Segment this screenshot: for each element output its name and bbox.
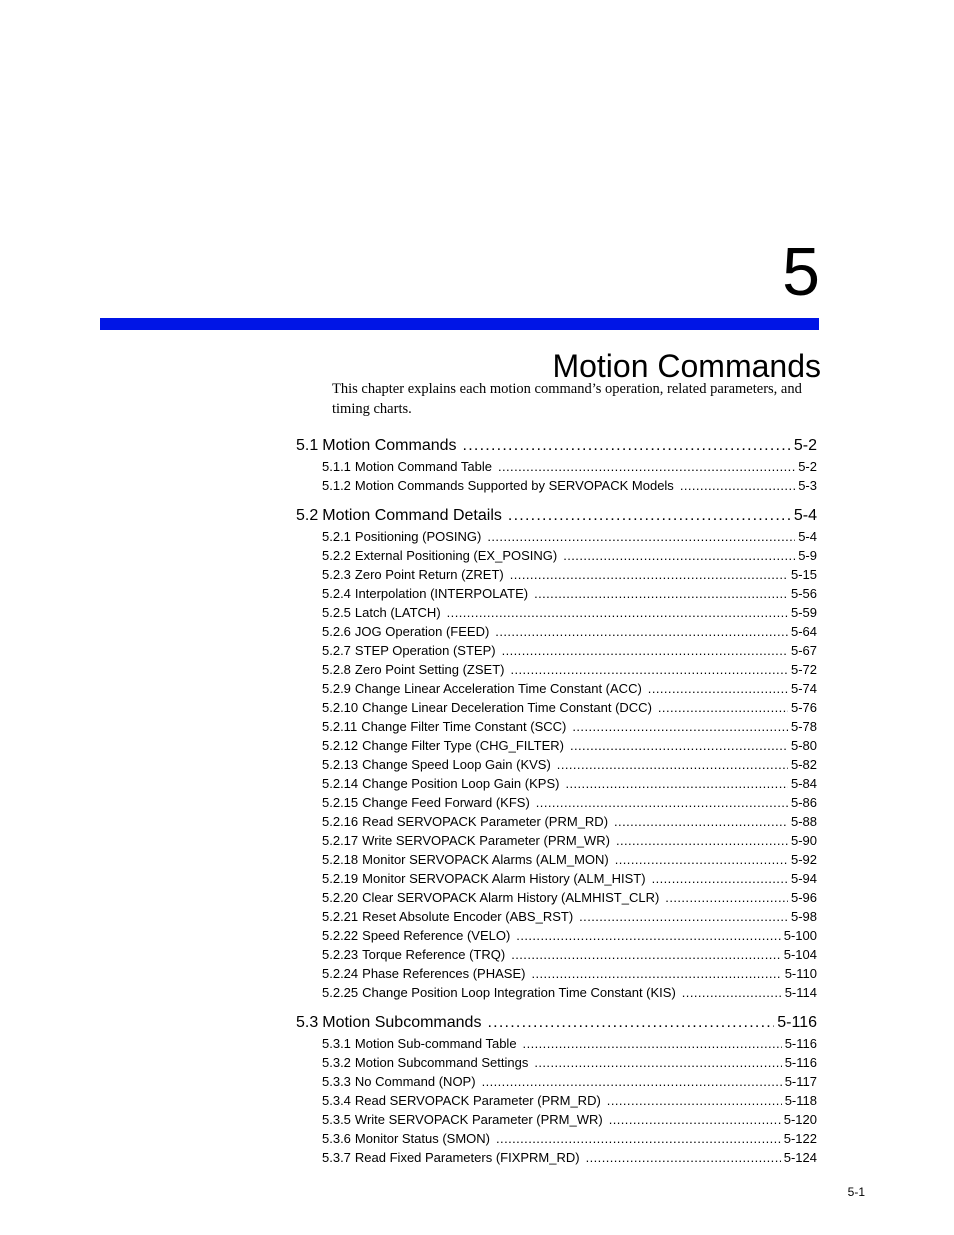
- toc-entry-label: Zero Point Return (ZRET): [354, 567, 504, 582]
- toc-subsection-entry[interactable]: [296, 698, 817, 717]
- toc-entry-label: Motion Subcommands: [322, 1014, 482, 1031]
- toc-entry-page: 5-74: [790, 681, 817, 696]
- toc-subsection-entry[interactable]: [296, 926, 817, 945]
- toc-dot-leader: [516, 926, 780, 945]
- toc-entry-label: Reset Absolute Encoder (ABS_RST): [362, 909, 574, 924]
- toc-entry-label: Change Linear Deceleration Time Constant (DCC): [362, 700, 652, 715]
- toc-entry-number: 5.2.9: [322, 681, 351, 696]
- toc-entry-number: 5.3.6: [322, 1131, 351, 1146]
- toc-subsection-entry[interactable]: [296, 717, 817, 736]
- toc-dot-leader: [523, 1034, 782, 1053]
- toc-dot-leader: [534, 1053, 781, 1072]
- toc-dot-leader: [447, 603, 788, 622]
- toc-dot-leader: [498, 457, 795, 476]
- toc-entry-page: 5-114: [784, 985, 817, 1000]
- toc-entry-number: 5.3.7: [322, 1150, 351, 1165]
- toc-entry-label: Motion Sub-command Table: [354, 1036, 517, 1051]
- toc-entry-label: External Positioning (EX_POSING): [354, 548, 558, 563]
- toc-subsection-entry[interactable]: [296, 565, 817, 584]
- toc-dot-leader: [508, 505, 791, 527]
- toc-subsection-entry[interactable]: [296, 774, 817, 793]
- toc-subsection-entry[interactable]: [296, 1129, 817, 1148]
- toc-entry-page: 5-72: [790, 662, 817, 677]
- toc-entry-page: 5-2: [793, 437, 817, 454]
- toc-entry-number: 5.2.19: [322, 871, 359, 886]
- toc-entry-page: 5-4: [798, 529, 817, 544]
- toc-entry-number: 5.2.22: [322, 928, 359, 943]
- toc-entry-page: 5-120: [783, 1112, 817, 1127]
- toc-entry-page: 5-116: [777, 1014, 817, 1031]
- toc-subsection-entry[interactable]: [296, 907, 817, 926]
- toc-entry-page: 5-67: [790, 643, 817, 658]
- toc-entry-number: 5.3.5: [322, 1112, 351, 1127]
- toc-entry-label: Motion Subcommand Settings: [354, 1055, 529, 1070]
- toc-dot-leader: [495, 622, 788, 641]
- toc-subsection-entry[interactable]: [296, 869, 817, 888]
- toc-entry-number: 5.2.24: [322, 966, 359, 981]
- toc-entry-number: 5.3.1: [322, 1036, 351, 1051]
- toc-dot-leader: [511, 945, 781, 964]
- toc-entry-number: 5.2.20: [322, 890, 359, 905]
- toc-dot-leader: [531, 964, 781, 983]
- toc-subsection-entry[interactable]: [296, 476, 817, 495]
- table-of-contents: [296, 435, 817, 1167]
- toc-entry-page: 5-64: [790, 624, 817, 639]
- toc-dot-leader: [658, 698, 788, 717]
- toc-entry-page: 5-124: [783, 1150, 817, 1165]
- toc-subsection-entry[interactable]: [296, 964, 817, 983]
- toc-subsection-entry[interactable]: [296, 1072, 817, 1091]
- toc-subsection-entry[interactable]: [296, 1053, 817, 1072]
- toc-entry-label: Read SERVOPACK Parameter (PRM_RD): [362, 814, 609, 829]
- toc-entry-number: 5.2.3: [322, 567, 351, 582]
- toc-entry-number: 5.3.4: [322, 1093, 351, 1108]
- toc-entry-page: 5-56: [790, 586, 817, 601]
- toc-entry-number: 5.2.8: [322, 662, 351, 677]
- toc-entry-page: 5-4: [793, 507, 817, 524]
- toc-subsection-entry[interactable]: [296, 755, 817, 774]
- toc-entry-number: 5.1.1: [322, 459, 351, 474]
- toc-entry-number: 5.2.2: [322, 548, 351, 563]
- toc-dot-leader: [616, 831, 788, 850]
- toc-subsection-entry[interactable]: [296, 603, 817, 622]
- toc-dot-leader: [682, 983, 782, 1002]
- toc-entry-label: Latch (LATCH): [354, 605, 441, 620]
- toc-entry-page: 5-117: [784, 1074, 817, 1089]
- toc-entry-label: Change Position Loop Gain (KPS): [362, 776, 560, 791]
- toc-dot-leader: [557, 755, 788, 774]
- toc-entry-number: 5.2.5: [322, 605, 351, 620]
- toc-entry-number: 5.3: [296, 1014, 319, 1031]
- toc-entry-label: Change Position Loop Integration Time Constant (KIS): [362, 985, 676, 1000]
- toc-subsection-entry[interactable]: [296, 1110, 817, 1129]
- toc-entry-page: 5-82: [790, 757, 817, 772]
- toc-entry-page: 5-100: [783, 928, 817, 943]
- toc-entry-label: Torque Reference (TRQ): [362, 947, 506, 962]
- toc-entry-page: 5-122: [783, 1131, 817, 1146]
- toc-entry-number: 5.2.25: [322, 985, 359, 1000]
- toc-subsection-entry[interactable]: [296, 945, 817, 964]
- toc-entry-page: 5-86: [790, 795, 817, 810]
- toc-dot-leader: [565, 774, 788, 793]
- toc-entry-number: 5.2.23: [322, 947, 359, 962]
- toc-subsection-entry[interactable]: [296, 736, 817, 755]
- toc-entry-label: Speed Reference (VELO): [362, 928, 511, 943]
- toc-entry-page: 5-92: [790, 852, 817, 867]
- toc-dot-leader: [482, 1072, 782, 1091]
- toc-entry-page: 5-59: [790, 605, 817, 620]
- toc-entry-label: Read SERVOPACK Parameter (PRM_RD): [354, 1093, 601, 1108]
- toc-dot-leader: [510, 565, 788, 584]
- toc-dot-leader: [572, 717, 788, 736]
- toc-entry-label: Change Filter Time Constant (SCC): [361, 719, 567, 734]
- toc-entry-label: Zero Point Setting (ZSET): [354, 662, 505, 677]
- toc-dot-leader: [648, 679, 788, 698]
- toc-subsection-entry[interactable]: [296, 584, 817, 603]
- toc-entry-number: 5.2.6: [322, 624, 351, 639]
- chapter-title: Motion Commands: [552, 348, 821, 384]
- toc-dot-leader: [615, 850, 788, 869]
- toc-entry-page: 5-9: [798, 548, 817, 563]
- toc-entry-page: 5-76: [790, 700, 817, 715]
- toc-dot-leader: [579, 907, 788, 926]
- toc-subsection-entry[interactable]: [296, 622, 817, 641]
- toc-section-entry[interactable]: [296, 435, 817, 457]
- toc-entry-page: 5-80: [790, 738, 817, 753]
- toc-entry-label: Interpolation (INTERPOLATE): [354, 586, 529, 601]
- toc-entry-page: 5-88: [790, 814, 817, 829]
- toc-entry-number: 5.2.21: [322, 909, 359, 924]
- toc-dot-leader: [614, 812, 788, 831]
- toc-entry-label: Motion Command Details: [322, 507, 502, 524]
- toc-entry-page: 5-98: [790, 909, 817, 924]
- toc-entry-label: Change Speed Loop Gain (KVS): [362, 757, 551, 772]
- toc-subsection-entry[interactable]: [296, 888, 817, 907]
- toc-entry-label: Write SERVOPACK Parameter (PRM_WR): [354, 1112, 603, 1127]
- toc-subsection-entry[interactable]: [296, 983, 817, 1002]
- toc-entry-label: Motion Command Table: [354, 459, 492, 474]
- toc-subsection-entry[interactable]: [296, 1091, 817, 1110]
- chapter-number: 5: [782, 234, 820, 310]
- toc-dot-leader: [680, 476, 795, 495]
- toc-entry-page: 5-90: [790, 833, 817, 848]
- toc-entry-number: 5.2.11: [322, 719, 358, 734]
- toc-entry-label: Monitor SERVOPACK Alarms (ALM_MON): [362, 852, 609, 867]
- toc-dot-leader: [607, 1091, 782, 1110]
- toc-dot-leader: [652, 869, 788, 888]
- toc-entry-page: 5-78: [790, 719, 817, 734]
- toc-entry-number: 5.1.2: [322, 478, 351, 493]
- toc-entry-label: Change Linear Acceleration Time Constant (ACC): [354, 681, 642, 696]
- toc-subsection-entry[interactable]: [296, 831, 817, 850]
- toc-entry-label: Write SERVOPACK Parameter (PRM_WR): [362, 833, 610, 848]
- toc-entry-label: Read Fixed Parameters (FIXPRM_RD): [354, 1150, 580, 1165]
- toc-entry-label: Phase References (PHASE): [362, 966, 526, 981]
- toc-entry-number: 5.2.18: [322, 852, 359, 867]
- toc-entry-page: 5-110: [784, 966, 817, 981]
- toc-entry-number: 5.3.3: [322, 1074, 351, 1089]
- toc-dot-leader: [570, 736, 788, 755]
- toc-entry-page: 5-2: [798, 459, 817, 474]
- toc-entry-label: Monitor Status (SMON): [354, 1131, 491, 1146]
- toc-entry-number: 5.1: [296, 437, 319, 454]
- toc-entry-page: 5-94: [790, 871, 817, 886]
- toc-dot-leader: [496, 1129, 781, 1148]
- toc-entry-number: 5.2.7: [322, 643, 351, 658]
- toc-entry-page: 5-116: [784, 1036, 817, 1051]
- toc-subsection-entry[interactable]: [296, 850, 817, 869]
- toc-dot-leader: [536, 793, 788, 812]
- toc-entry-label: JOG Operation (FEED): [354, 624, 490, 639]
- toc-entry-page: 5-3: [798, 478, 817, 493]
- toc-entry-number: 5.2.12: [322, 738, 359, 753]
- toc-entry-number: 5.2.10: [322, 700, 359, 715]
- toc-dot-leader: [487, 1012, 774, 1034]
- toc-entry-page: 5-96: [790, 890, 817, 905]
- toc-dot-leader: [586, 1148, 781, 1167]
- toc-subsection-entry[interactable]: [296, 1148, 817, 1167]
- toc-subsection-entry[interactable]: [296, 679, 817, 698]
- page-number: 5-1: [847, 1185, 865, 1199]
- toc-entry-number: 5.2.13: [322, 757, 359, 772]
- toc-dot-leader: [609, 1110, 781, 1129]
- toc-subsection-entry[interactable]: [296, 793, 817, 812]
- toc-entry-page: 5-84: [790, 776, 817, 791]
- toc-entry-label: Clear SERVOPACK Alarm History (ALMHIST_CLR): [362, 890, 660, 905]
- toc-dot-leader: [510, 660, 787, 679]
- toc-subsection-entry[interactable]: [296, 457, 817, 476]
- toc-dot-leader: [665, 888, 788, 907]
- toc-entry-number: 5.2.15: [322, 795, 359, 810]
- toc-entry-number: 5.2.16: [322, 814, 359, 829]
- toc-entry-label: Change Filter Type (CHG_FILTER): [362, 738, 564, 753]
- toc-subsection-entry[interactable]: [296, 1034, 817, 1053]
- toc-section-entry[interactable]: [296, 505, 817, 527]
- toc-entry-label: Positioning (POSING): [354, 529, 482, 544]
- toc-subsection-entry[interactable]: [296, 812, 817, 831]
- toc-dot-leader: [563, 546, 795, 565]
- toc-entry-label: STEP Operation (STEP): [354, 643, 496, 658]
- toc-dot-leader: [534, 584, 788, 603]
- toc-entry-number: 5.2.17: [322, 833, 359, 848]
- toc-entry-number: 5.2.1: [322, 529, 351, 544]
- toc-entry-number: 5.2: [296, 507, 319, 524]
- toc-entry-label: Monitor SERVOPACK Alarm History (ALM_HIST): [362, 871, 646, 886]
- toc-entry-page: 5-104: [783, 947, 817, 962]
- toc-subsection-entry[interactable]: [296, 641, 817, 660]
- toc-section-entry[interactable]: [296, 1012, 817, 1034]
- toc-subsection-entry[interactable]: [296, 660, 817, 679]
- toc-entry-label: Motion Commands: [322, 437, 457, 454]
- toc-entry-label: No Command (NOP): [354, 1074, 476, 1089]
- toc-subsection-entry[interactable]: [296, 527, 817, 546]
- toc-entry-label: Change Feed Forward (KFS): [362, 795, 530, 810]
- toc-dot-leader: [502, 641, 788, 660]
- toc-entry-number: 5.2.4: [322, 586, 351, 601]
- toc-entry-page: 5-15: [790, 567, 817, 582]
- chapter-rule-bar: [100, 318, 819, 330]
- toc-entry-page: 5-116: [784, 1055, 817, 1070]
- chapter-intro: This chapter explains each motion command’s operation, related parameters, and timing charts.: [332, 381, 802, 417]
- toc-subsection-entry[interactable]: [296, 546, 817, 565]
- toc-dot-leader: [463, 435, 791, 457]
- toc-entry-page: 5-118: [784, 1093, 817, 1108]
- toc-entry-number: 5.3.2: [322, 1055, 351, 1070]
- toc-dot-leader: [487, 527, 795, 546]
- toc-entry-number: 5.2.14: [322, 776, 359, 791]
- toc-entry-label: Motion Commands Supported by SERVOPACK Models: [354, 478, 674, 493]
